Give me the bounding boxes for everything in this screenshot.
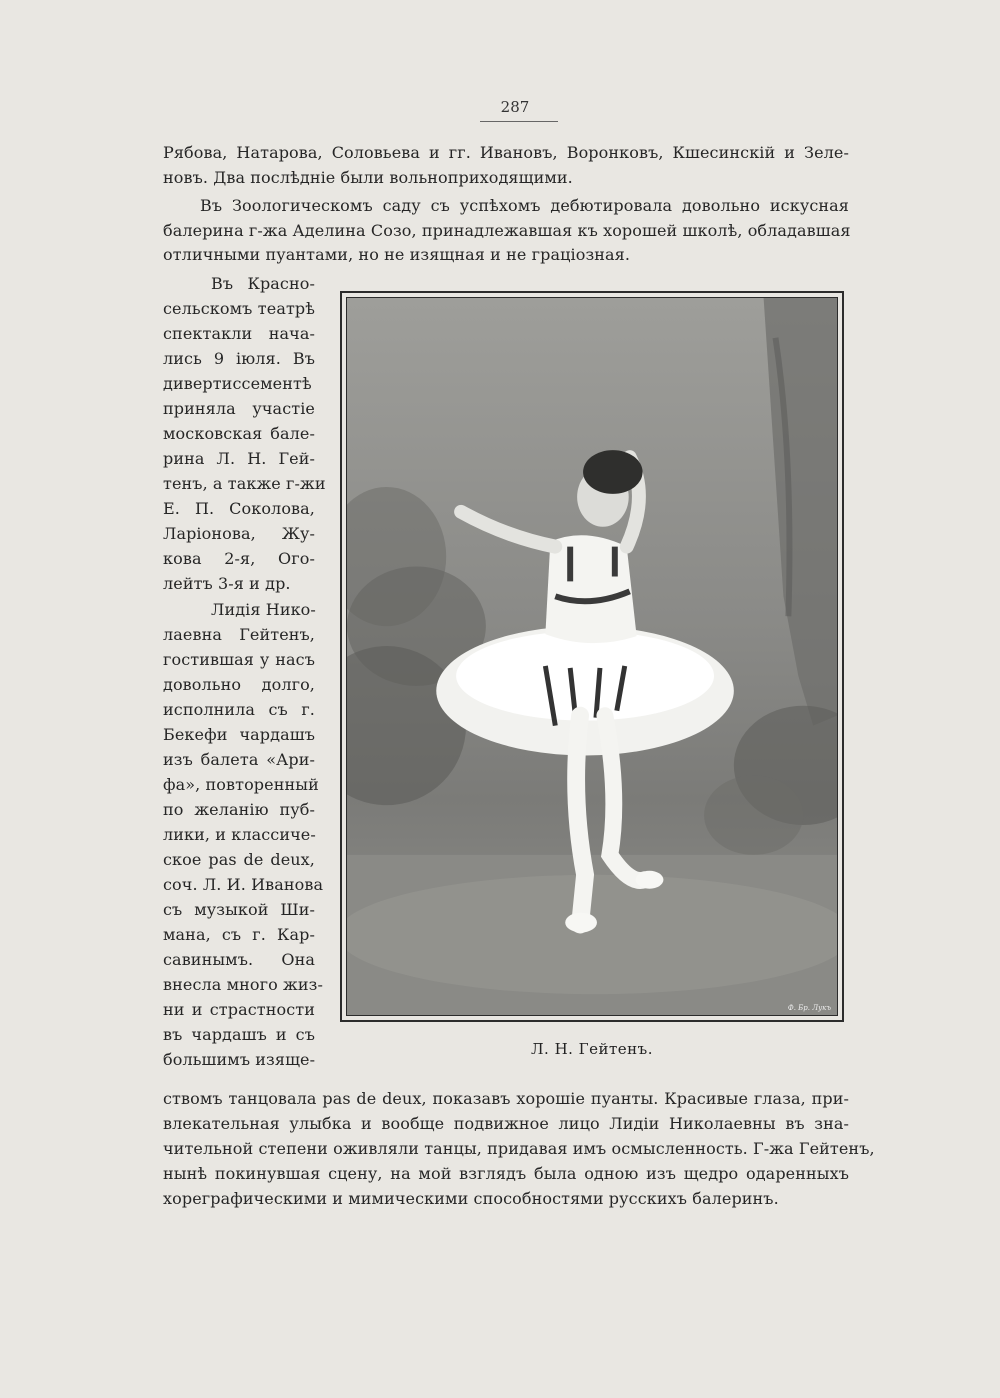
text-line: балерина г-жа Аделина Созо, принадлежавшая къ хорошей школѣ, обладавшая — [163, 221, 851, 240]
text-line: Рябова, Натарова, Соловьева и гг. Ивановъ, Воронковъ, Кшесинскій и Зеле- — [163, 143, 849, 162]
page-number-rule — [480, 121, 558, 122]
text-line: изъ балета «Ари- — [163, 750, 315, 769]
text-line: савинымъ. Она — [163, 950, 315, 969]
page-number: 287 — [500, 98, 530, 116]
text-line: отличными пуантами, но не изящная и не граціозная. — [163, 245, 631, 264]
text-line: по желанію пуб- — [163, 800, 315, 819]
text-line: большимъ изяще- — [163, 1050, 316, 1069]
text-line: дивертиссементѣ — [163, 374, 312, 393]
text-line: довольно долго, — [163, 675, 315, 694]
text-line: ствомъ танцовала pas de deux, показавъ хорошіе пуанты. Красивые глаза, при- — [163, 1089, 849, 1108]
text-line: тенъ, а также г-жи — [163, 474, 326, 493]
text-line: Бекефи чардашъ — [163, 725, 315, 744]
text-line: съ музыкой Ши- — [163, 900, 315, 919]
text-line: соч. Л. И. Иванова — [163, 875, 324, 894]
text-line: мана, съ г. Кар- — [163, 925, 315, 944]
photo-frame — [340, 291, 844, 1022]
ballerina-illustration — [347, 298, 837, 1015]
text-line: фа», повторенный — [163, 775, 319, 794]
text-line: Въ Красно- — [211, 274, 315, 293]
text-line: лейтъ 3-я и др. — [163, 574, 291, 593]
ballerina-photo — [346, 297, 838, 1016]
text-line: лись 9 іюля. Въ — [163, 349, 315, 368]
text-line: ское pas de deux, — [163, 850, 315, 869]
text-line: ни и страстности — [163, 1000, 315, 1019]
text-line: чительной степени оживляли танцы, придавая имъ осмысленность. Г-жа Гейтенъ, — [163, 1139, 875, 1158]
photo-caption: Л. Н. Гейтенъ. — [531, 1040, 653, 1058]
text-line: хореграфическими и мимическими способностями русскихъ балеринъ. — [163, 1189, 779, 1208]
text-line: Лидія Нико- — [211, 600, 316, 619]
text-line: гостившая у насъ — [163, 650, 315, 669]
text-line: въ чардашъ и съ — [163, 1025, 315, 1044]
text-line: рина Л. Н. Гей- — [163, 449, 315, 468]
text-line: Ларіонова, Жу- — [163, 524, 315, 543]
text-line: приняла участіе — [163, 399, 315, 418]
text-line: влекательная улыбка и вообще подвижное лицо Лидіи Николаевны въ зна- — [163, 1114, 849, 1133]
text-line: Е. П. Соколова, — [163, 499, 315, 518]
text-line: сельскомъ театрѣ — [163, 299, 315, 318]
text-line: московская бале- — [163, 424, 315, 443]
text-line: лаевна Гейтенъ, — [163, 625, 315, 644]
text-line: исполнила съ г. — [163, 700, 315, 719]
text-line: Въ Зоологическомъ саду съ успѣхомъ дебютировала довольно искусная — [200, 196, 849, 215]
photo-credit: Ф. Бр. Лукъ — [787, 1004, 831, 1012]
text-line: спектакли нача- — [163, 324, 315, 343]
text-line: кова 2-я, Ого- — [163, 549, 315, 568]
text-line: внесла много жиз- — [163, 975, 323, 994]
text-line: новъ. Два послѣдніе были вольноприходящими. — [163, 168, 573, 187]
text-line: нынѣ покинувшая сцену, на мой взглядъ была одною изъ щедро одаренныхъ — [163, 1164, 849, 1183]
text-line: лики, и классиче- — [163, 825, 316, 844]
